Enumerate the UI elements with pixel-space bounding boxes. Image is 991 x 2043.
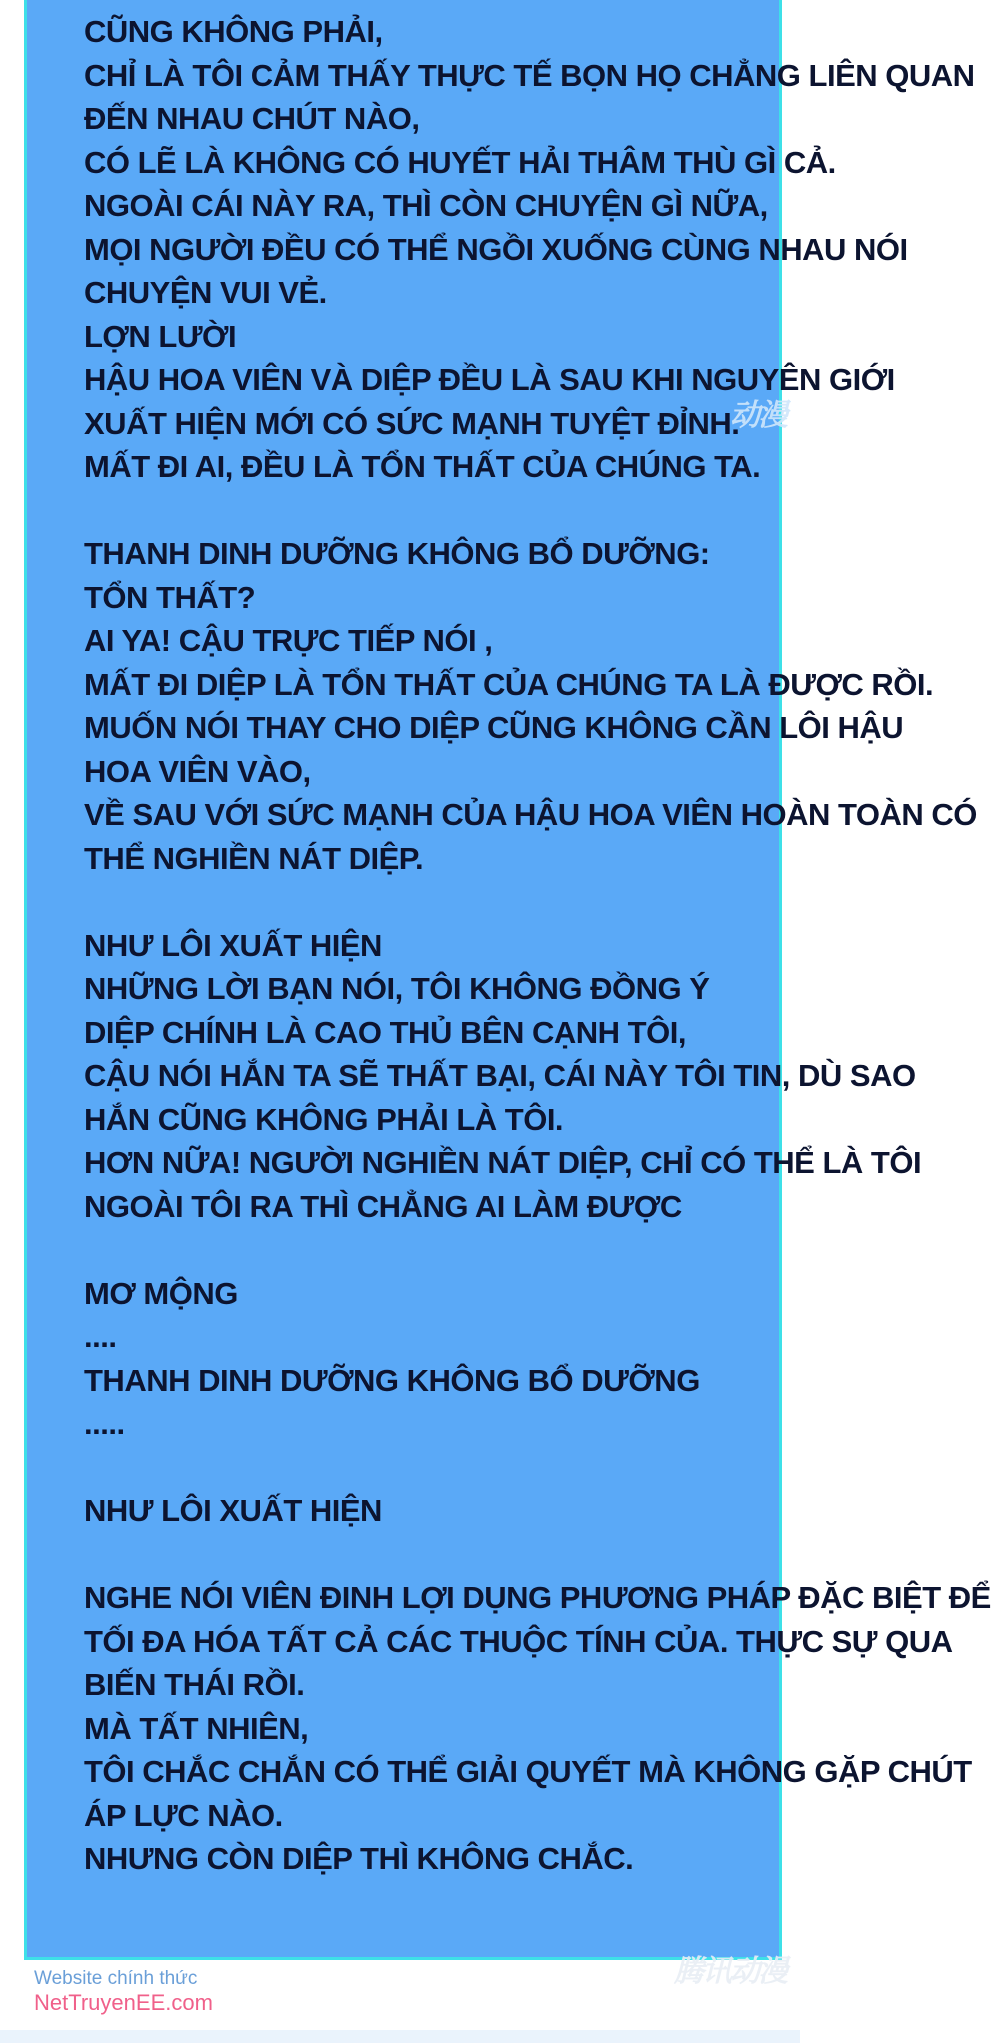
text-line: [84, 1228, 774, 1272]
text-line: CHUYỆN VUI VẺ.: [84, 275, 327, 310]
text-line: .....: [84, 1406, 125, 1441]
text-line: ÁP LỰC NÀO.: [84, 1797, 283, 1833]
watermark-bottom: 腾讯动漫: [674, 1955, 786, 1988]
footer-caption: Website chính thức: [34, 1968, 198, 1989]
text-line: MƠ MỘNG: [84, 1275, 238, 1311]
text-line: TÔI CHẮC CHẮN CÓ THỂ GIẢI QUYẾT MÀ KHÔNG GẶP CHÚT: [84, 1754, 972, 1789]
text-line: XUẤT HIỆN MỚI CÓ SỨC MẠNH TUYỆT ĐỈNH.: [84, 405, 740, 441]
text-line: NHỮNG LỜI BẠN NÓI, TÔI KHÔNG ĐỒNG Ý: [84, 971, 710, 1006]
text-line: TỔN THẤT?: [84, 579, 256, 615]
site-footer: [34, 1968, 213, 2016]
text-line: NGOÀI CÁI NÀY RA, THÌ CÒN CHUYỆN GÌ NỮA,: [84, 188, 768, 223]
text-line: ĐẾN NHAU CHÚT NÀO,: [84, 101, 420, 136]
text-line: [84, 880, 774, 924]
bottom-band: [0, 2030, 800, 2043]
text-line: CÓ LẼ LÀ KHÔNG CÓ HUYẾT HẢI THÂM THÙ GÌ CẢ.: [84, 144, 836, 180]
text-line: NHƯNG CÒN DIỆP THÌ KHÔNG CHẮC.: [84, 1841, 634, 1876]
text-line: LỢN LƯỜI: [84, 318, 237, 354]
text-line: HẬU HOA VIÊN VÀ DIỆP ĐỀU LÀ SAU KHI NGUYÊN GIỚI: [84, 362, 895, 397]
text-line: CẬU NÓI HẮN TA SẼ THẤT BẠI, CÁI NÀY TÔI TIN, DÙ SAO: [84, 1058, 916, 1093]
text-line: THANH DINH DƯỠNG KHÔNG BỔ DƯỠNG: [84, 1362, 700, 1398]
text-line: DIỆP CHÍNH LÀ CAO THỦ BÊN CẠNH TÔI,: [84, 1014, 686, 1050]
text-line: VỀ SAU VỚI SỨC MẠNH CỦA HẬU HOA VIÊN HOÀN TOÀN CÓ: [84, 797, 977, 832]
text-line: HƠN NỮA! NGƯỜI NGHIỀN NÁT DIỆP, CHỈ CÓ THỂ LÀ TÔI: [84, 1145, 922, 1180]
text-line: [84, 1533, 774, 1577]
text-line: THANH DINH DƯỠNG KHÔNG BỔ DƯỠNG:: [84, 536, 710, 571]
text-line: NGHE NÓI VIÊN ĐINH LỢI DỤNG PHƯƠNG PHÁP ĐẶC BIỆT ĐỂ: [84, 1580, 991, 1615]
text-line: MUỐN NÓI THAY CHO DIỆP CŨNG KHÔNG CẦN LÔI HẬU: [84, 710, 904, 745]
text-line: NHƯ LÔI XUẤT HIỆN: [84, 927, 382, 963]
text-line: HOA VIÊN VÀO,: [84, 753, 311, 789]
watermark-top: 动漫: [730, 399, 786, 432]
text-line: NGOÀI TÔI RA THÌ CHẲNG AI LÀM ĐƯỢC: [84, 1188, 682, 1224]
text-line: THỂ NGHIỀN NÁT DIỆP.: [84, 840, 424, 876]
text-line: ....: [84, 1319, 117, 1354]
text-line: CHỈ LÀ TÔI CẢM THẤY THỰC TẾ BỌN HỌ CHẲNG LIÊN QUAN: [84, 57, 975, 93]
text-line: MỌI NGƯỜI ĐỀU CÓ THỂ NGỒI XUỐNG CÙNG NHAU NÓI: [84, 231, 908, 267]
text-line: [84, 1446, 774, 1490]
text-line: BIẾN THÁI RỒI.: [84, 1667, 305, 1702]
text-line: CŨNG KHÔNG PHẢI,: [84, 14, 383, 49]
text-line: MẤT ĐI AI, ĐỀU LÀ TỔN THẤT CỦA CHÚNG TA.: [84, 449, 761, 484]
text-line: MÀ TẤT NHIÊN,: [84, 1710, 309, 1746]
text-line: AI YA! CẬU TRỰC TIẾP NÓI ,: [84, 623, 493, 658]
text-line: TỐI ĐA HÓA TẤT CẢ CÁC THUỘC TÍNH CỦA. THỰC SỰ QUA: [84, 1623, 953, 1659]
text-line: MẤT ĐI DIỆP LÀ TỔN THẤT CỦA CHÚNG TA LÀ ĐƯỢC RỒI.: [84, 666, 934, 702]
dialogue-text: [84, 10, 991, 1881]
text-line: [84, 489, 774, 533]
text-line: NHƯ LÔI XUẤT HIỆN: [84, 1493, 382, 1528]
footer-site-link[interactable]: NetTruyenEE.com: [34, 1990, 213, 2015]
text-line: HẮN CŨNG KHÔNG PHẢI LÀ TÔI.: [84, 1101, 564, 1137]
